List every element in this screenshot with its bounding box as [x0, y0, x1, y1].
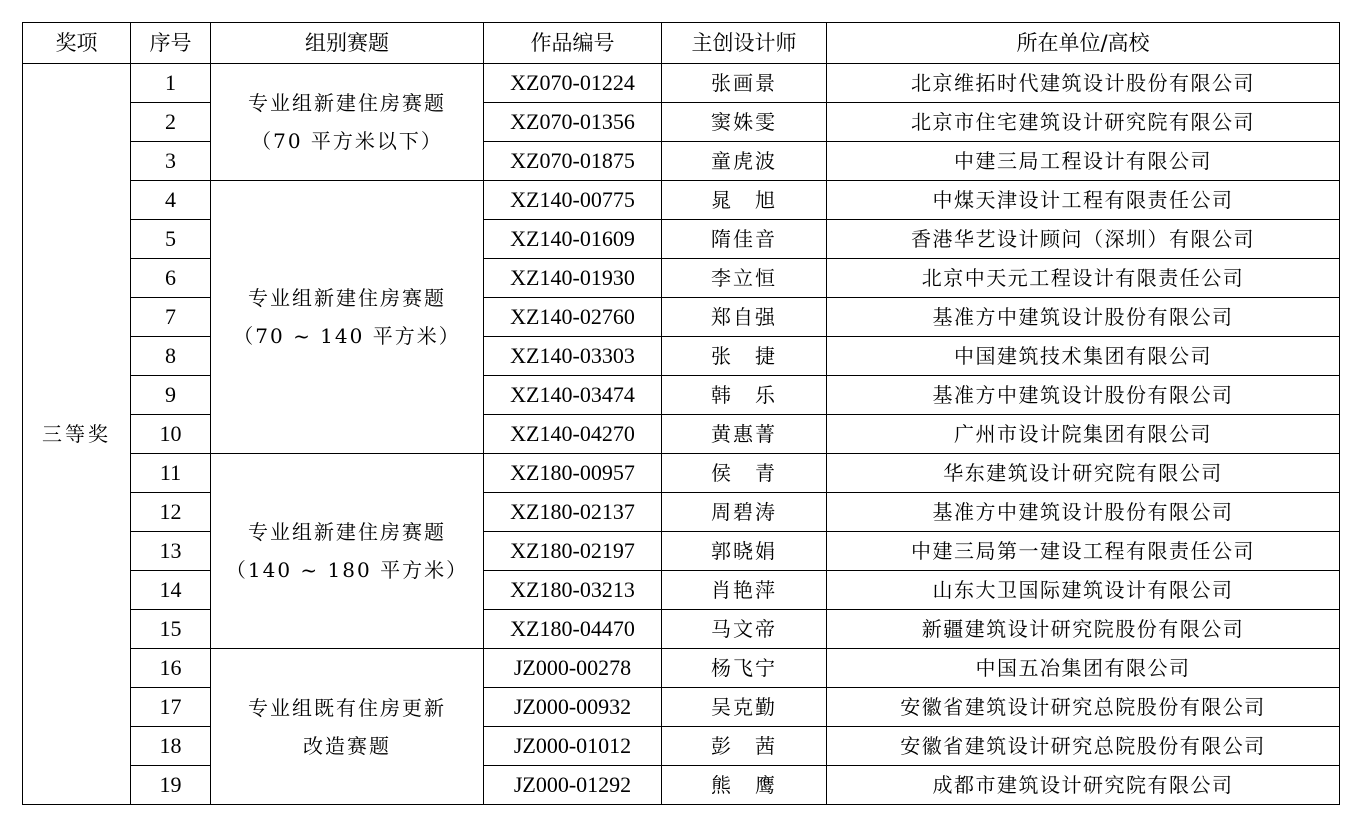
work-code-cell: XZ070-01356	[484, 103, 662, 142]
row-number-cell: 16	[131, 649, 211, 688]
organization-cell: 广州市设计院集团有限公司	[827, 415, 1340, 454]
work-code-cell: XZ140-04270	[484, 415, 662, 454]
work-code-cell: JZ000-00278	[484, 649, 662, 688]
organization-cell: 华东建筑设计研究院有限公司	[827, 454, 1340, 493]
header-designer: 主创设计师	[662, 23, 827, 64]
row-number-cell: 7	[131, 298, 211, 337]
designer-cell: 童虎波	[662, 142, 827, 181]
row-number-cell: 11	[131, 454, 211, 493]
row-number-cell: 13	[131, 532, 211, 571]
designer-cell: 张 捷	[662, 337, 827, 376]
row-number-cell: 8	[131, 337, 211, 376]
work-code-cell: XZ140-01930	[484, 259, 662, 298]
row-number-cell: 18	[131, 727, 211, 766]
work-code-cell: XZ180-03213	[484, 571, 662, 610]
table-body	[23, 64, 1340, 805]
header-row	[23, 23, 1340, 64]
group-title-line2: 改造赛题	[303, 733, 391, 758]
organization-cell: 中国五冶集团有限公司	[827, 649, 1340, 688]
organization-cell: 安徽省建筑设计研究总院股份有限公司	[827, 688, 1340, 727]
designer-cell: 郑自强	[662, 298, 827, 337]
organization-cell: 中煤天津设计工程有限责任公司	[827, 181, 1340, 220]
work-code-cell: JZ000-00932	[484, 688, 662, 727]
work-code-cell: XZ070-01875	[484, 142, 662, 181]
group-title-line2: （70 ~ 140 平方米）	[233, 324, 461, 348]
row-number-cell: 6	[131, 259, 211, 298]
group-title-line2: （70 平方米以下）	[251, 129, 443, 153]
organization-cell: 中国建筑技术集团有限公司	[827, 337, 1340, 376]
designer-cell: 隋佳音	[662, 220, 827, 259]
work-code-cell: XZ140-02760	[484, 298, 662, 337]
designer-cell: 吴克勤	[662, 688, 827, 727]
designer-cell: 晁 旭	[662, 181, 827, 220]
row-number-cell: 19	[131, 766, 211, 805]
row-number-cell: 12	[131, 493, 211, 532]
award-cell: 三等奖	[23, 64, 131, 805]
work-code-cell: XZ180-02137	[484, 493, 662, 532]
group-cell	[211, 454, 484, 649]
organization-cell: 新疆建筑设计研究院股份有限公司	[827, 610, 1340, 649]
designer-cell: 杨飞宁	[662, 649, 827, 688]
row-number-cell: 5	[131, 220, 211, 259]
header-organization: 所在单位/高校	[827, 23, 1340, 64]
organization-cell: 安徽省建筑设计研究总院股份有限公司	[827, 727, 1340, 766]
designer-cell: 张画景	[662, 64, 827, 103]
row-number-cell: 2	[131, 103, 211, 142]
group-cell	[211, 649, 484, 805]
designer-cell: 李立恒	[662, 259, 827, 298]
organization-cell: 成都市建筑设计研究院有限公司	[827, 766, 1340, 805]
work-code-cell: XZ180-00957	[484, 454, 662, 493]
designer-cell: 郭晓娟	[662, 532, 827, 571]
work-code-cell: XZ180-04470	[484, 610, 662, 649]
award-table-container	[22, 22, 1340, 805]
designer-cell: 马文帝	[662, 610, 827, 649]
organization-cell: 基准方中建筑设计股份有限公司	[827, 298, 1340, 337]
organization-cell: 基准方中建筑设计股份有限公司	[827, 376, 1340, 415]
row-number-cell: 3	[131, 142, 211, 181]
organization-cell: 北京维拓时代建筑设计股份有限公司	[827, 64, 1340, 103]
group-title-line1: 专业组新建住房赛题	[248, 520, 446, 544]
work-code-cell: XZ140-03474	[484, 376, 662, 415]
group-title-line1: 专业组新建住房赛题	[248, 91, 446, 115]
award-table	[22, 22, 1340, 805]
organization-cell: 基准方中建筑设计股份有限公司	[827, 493, 1340, 532]
group-cell	[211, 64, 484, 181]
organization-cell: 中建三局工程设计有限公司	[827, 142, 1340, 181]
organization-cell: 中建三局第一建设工程有限责任公司	[827, 532, 1340, 571]
designer-cell: 韩 乐	[662, 376, 827, 415]
header-award: 奖项	[23, 23, 131, 64]
table-row	[23, 181, 1340, 220]
row-number-cell: 4	[131, 181, 211, 220]
organization-cell: 北京市住宅建筑设计研究院有限公司	[827, 103, 1340, 142]
table-row	[23, 649, 1340, 688]
designer-cell: 黄惠菁	[662, 415, 827, 454]
header-group: 组别赛题	[211, 23, 484, 64]
work-code-cell: XZ180-02197	[484, 532, 662, 571]
work-code-cell: XZ140-01609	[484, 220, 662, 259]
work-code-cell: JZ000-01012	[484, 727, 662, 766]
organization-cell: 山东大卫国际建筑设计有限公司	[827, 571, 1340, 610]
work-code-cell: XZ140-03303	[484, 337, 662, 376]
organization-cell: 香港华艺设计顾问（深圳）有限公司	[827, 220, 1340, 259]
designer-cell: 肖艳萍	[662, 571, 827, 610]
row-number-cell: 9	[131, 376, 211, 415]
group-title-line1: 专业组新建住房赛题	[248, 286, 446, 310]
work-code-cell: JZ000-01292	[484, 766, 662, 805]
header-number: 序号	[131, 23, 211, 64]
row-number-cell: 15	[131, 610, 211, 649]
work-code-cell: XZ070-01224	[484, 64, 662, 103]
designer-cell: 周碧涛	[662, 493, 827, 532]
group-cell	[211, 181, 484, 454]
organization-cell: 北京中天元工程设计有限责任公司	[827, 259, 1340, 298]
work-code-cell: XZ140-00775	[484, 181, 662, 220]
group-title-line2: （140 ~ 180 平方米）	[225, 558, 469, 582]
row-number-cell: 1	[131, 64, 211, 103]
header-code: 作品编号	[484, 23, 662, 64]
designer-cell: 彭 茜	[662, 727, 827, 766]
designer-cell: 侯 青	[662, 454, 827, 493]
designer-cell: 窦姝雯	[662, 103, 827, 142]
row-number-cell: 10	[131, 415, 211, 454]
group-title-line1: 专业组既有住房更新	[248, 695, 446, 720]
row-number-cell: 14	[131, 571, 211, 610]
table-row	[23, 454, 1340, 493]
row-number-cell: 17	[131, 688, 211, 727]
designer-cell: 熊 鹰	[662, 766, 827, 805]
table-row	[23, 64, 1340, 103]
